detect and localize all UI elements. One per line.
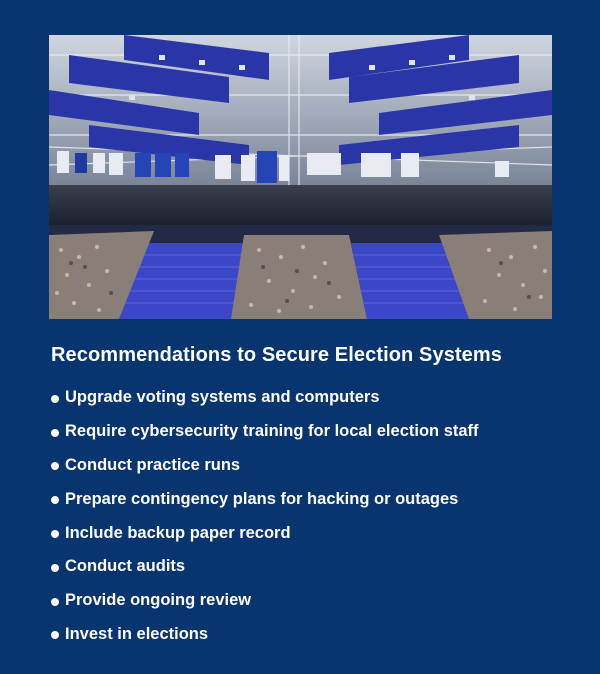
list-item-text: Include backup paper record <box>65 523 291 542</box>
list-item-text: Upgrade voting systems and computers <box>65 388 380 407</box>
list-item <box>51 516 479 550</box>
list-item-text: Conduct practice runs <box>65 455 241 474</box>
list-item <box>51 381 479 415</box>
list-item-text: Invest in elections <box>65 624 209 643</box>
list-item <box>51 618 479 652</box>
bullet-icon <box>51 496 59 504</box>
bullet-icon <box>51 429 59 437</box>
bullet-icon <box>51 598 59 606</box>
bullet-icon <box>51 395 59 403</box>
list-item <box>51 550 479 584</box>
bullet-icon <box>51 462 59 470</box>
list-item <box>51 482 479 516</box>
list-item-text: Prepare contingency plans for hacking or outages <box>65 489 459 508</box>
bullet-icon <box>51 631 59 639</box>
list-item-text: Provide ongoing review <box>65 591 252 610</box>
bullet-icon <box>51 530 59 538</box>
recommendations-title: Recommendations to Secure Election Systems <box>51 344 503 366</box>
arena-photo <box>49 35 552 319</box>
list-item-text: Require cybersecurity training for local election staff <box>65 422 479 441</box>
list-item <box>51 449 479 483</box>
recommendations-list <box>51 381 479 651</box>
list-item-text: Conduct audits <box>65 557 186 576</box>
list-item <box>51 415 479 449</box>
bullet-icon <box>51 564 59 572</box>
list-item <box>51 584 479 618</box>
arena-illustration <box>49 35 552 319</box>
